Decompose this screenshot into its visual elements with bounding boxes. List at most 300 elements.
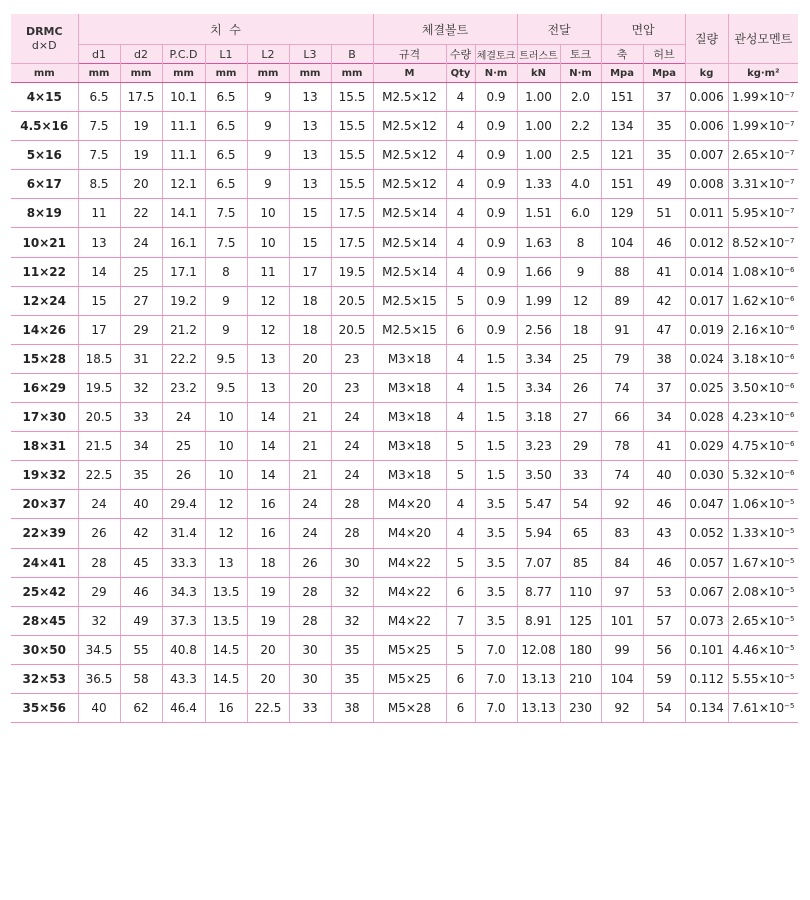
cell-l3: 13: [289, 141, 331, 170]
cell-thrust: 5.47: [517, 490, 560, 519]
cell-qty: 4: [446, 199, 475, 228]
cell-d2: 40: [120, 490, 162, 519]
cell-pcd: 43.3: [162, 664, 205, 693]
cell-torque: 2.5: [560, 141, 601, 170]
cell-l1: 6.5: [205, 112, 247, 141]
cell-d2: 19: [120, 141, 162, 170]
cell-mass: 0.073: [685, 606, 728, 635]
cell-hub: 46: [643, 228, 685, 257]
cell-hub: 34: [643, 403, 685, 432]
cell-d2: 29: [120, 315, 162, 344]
cell-mass: 0.067: [685, 577, 728, 606]
cell-thrust: 3.50: [517, 461, 560, 490]
cell-tt: 7.0: [475, 664, 517, 693]
table-row: [11, 286, 798, 315]
cell-d2: 35: [120, 461, 162, 490]
cell-bolt: M3×18: [373, 373, 446, 402]
cell-d1: 28: [78, 548, 120, 577]
cell-hub: 47: [643, 315, 685, 344]
cell-mass: 0.006: [685, 112, 728, 141]
cell-size: 28×45: [11, 606, 78, 635]
cell-pcd: 37.3: [162, 606, 205, 635]
table-row: [11, 664, 798, 693]
cell-d1: 11: [78, 199, 120, 228]
cell-size: 4.5×16: [11, 112, 78, 141]
cell-hub: 46: [643, 548, 685, 577]
cell-hub: 37: [643, 83, 685, 112]
cell-pcd: 21.2: [162, 315, 205, 344]
cell-inertia: $1.06\times 10^{-5}$: [728, 490, 798, 519]
cell-shaft: 74: [601, 461, 643, 490]
cell-d1: 6.5: [78, 83, 120, 112]
table-row: [11, 432, 798, 461]
cell-mass: 0.017: [685, 286, 728, 315]
cell-d1: 34.5: [78, 635, 120, 664]
cell-hub: 56: [643, 635, 685, 664]
cell-bolt: M5×25: [373, 664, 446, 693]
col-header: 규격: [373, 45, 446, 64]
cell-bolt: M2.5×12: [373, 83, 446, 112]
cell-d2: 45: [120, 548, 162, 577]
cell-inertia: $5.32\times 10^{-6}$: [728, 461, 798, 490]
cell-bolt: M3×18: [373, 403, 446, 432]
cell-size: 14×26: [11, 315, 78, 344]
table-row: [11, 373, 798, 402]
cell-torque: 110: [560, 577, 601, 606]
cell-pcd: 24: [162, 403, 205, 432]
cell-tt: 0.9: [475, 170, 517, 199]
cell-shaft: 91: [601, 315, 643, 344]
col-header: L2: [247, 45, 289, 64]
cell-size: 19×32: [11, 461, 78, 490]
cell-torque: 54: [560, 490, 601, 519]
cell-shaft: 66: [601, 403, 643, 432]
cell-hub: 54: [643, 693, 685, 722]
pressure-group-header: 면압: [601, 14, 685, 45]
unit-header: mm: [247, 64, 289, 83]
cell-l2: 18: [247, 548, 289, 577]
cell-mass: 0.014: [685, 257, 728, 286]
cell-torque: 26: [560, 373, 601, 402]
cell-inertia: $2.08\times 10^{-5}$: [728, 577, 798, 606]
cell-b: 30: [331, 548, 373, 577]
cell-l3: 26: [289, 548, 331, 577]
cell-thrust: 8.77: [517, 577, 560, 606]
cell-l1: 6.5: [205, 141, 247, 170]
table-row: [11, 490, 798, 519]
unit-header: M: [373, 64, 446, 83]
cell-l3: 21: [289, 461, 331, 490]
cell-l2: 16: [247, 519, 289, 548]
cell-d2: 55: [120, 635, 162, 664]
cell-mass: 0.052: [685, 519, 728, 548]
cell-thrust: 1.66: [517, 257, 560, 286]
cell-inertia: $2.65\times 10^{-7}$: [728, 141, 798, 170]
unit-header: mm: [331, 64, 373, 83]
table-row: [11, 635, 798, 664]
cell-l3: 33: [289, 693, 331, 722]
cell-thrust: 8.91: [517, 606, 560, 635]
cell-inertia: $2.65\times 10^{-5}$: [728, 606, 798, 635]
cell-inertia: $7.61\times 10^{-5}$: [728, 693, 798, 722]
cell-d2: 17.5: [120, 83, 162, 112]
cell-mass: 0.101: [685, 635, 728, 664]
cell-b: 15.5: [331, 83, 373, 112]
col-header: d1: [78, 45, 120, 64]
cell-tt: 3.5: [475, 490, 517, 519]
cell-tt: 0.9: [475, 315, 517, 344]
table-row: [11, 693, 798, 722]
cell-bolt: M4×22: [373, 548, 446, 577]
cell-d2: 19: [120, 112, 162, 141]
cell-tt: 3.5: [475, 577, 517, 606]
cell-hub: 40: [643, 461, 685, 490]
cell-thrust: 1.51: [517, 199, 560, 228]
cell-torque: 9: [560, 257, 601, 286]
cell-qty: 5: [446, 461, 475, 490]
cell-l1: 13: [205, 548, 247, 577]
unit-header: N·m: [560, 64, 601, 83]
cell-inertia: $5.55\times 10^{-5}$: [728, 664, 798, 693]
cell-b: 19.5: [331, 257, 373, 286]
cell-torque: 4.0: [560, 170, 601, 199]
cell-bolt: M3×18: [373, 432, 446, 461]
cell-inertia: $5.95\times 10^{-7}$: [728, 199, 798, 228]
cell-pcd: 11.1: [162, 112, 205, 141]
cell-size: 10×21: [11, 228, 78, 257]
cell-shaft: 84: [601, 548, 643, 577]
cell-qty: 4: [446, 519, 475, 548]
cell-bolt: M2.5×14: [373, 257, 446, 286]
cell-l1: 9: [205, 315, 247, 344]
cell-size: 11×22: [11, 257, 78, 286]
cell-l3: 28: [289, 577, 331, 606]
cell-hub: 46: [643, 490, 685, 519]
cell-l1: 10: [205, 403, 247, 432]
cell-torque: 230: [560, 693, 601, 722]
cell-qty: 4: [446, 257, 475, 286]
cell-qty: 4: [446, 490, 475, 519]
cell-size: 25×42: [11, 577, 78, 606]
col-header: 토크: [560, 45, 601, 64]
cell-torque: 29: [560, 432, 601, 461]
cell-inertia: $4.23\times 10^{-6}$: [728, 403, 798, 432]
col-header: L3: [289, 45, 331, 64]
unit-header: mm: [120, 64, 162, 83]
cell-bolt: M3×18: [373, 461, 446, 490]
cell-thrust: 3.34: [517, 373, 560, 402]
cell-hub: 57: [643, 606, 685, 635]
cell-shaft: 92: [601, 693, 643, 722]
cell-l2: 14: [247, 403, 289, 432]
cell-thrust: 3.23: [517, 432, 560, 461]
cell-tt: 7.0: [475, 693, 517, 722]
cell-d1: 24: [78, 490, 120, 519]
cell-b: 20.5: [331, 286, 373, 315]
cell-thrust: 3.34: [517, 344, 560, 373]
cell-l1: 8: [205, 257, 247, 286]
cell-hub: 35: [643, 141, 685, 170]
cell-l2: 9: [247, 112, 289, 141]
cell-shaft: 79: [601, 344, 643, 373]
cell-tt: 0.9: [475, 83, 517, 112]
cell-bolt: M2.5×14: [373, 199, 446, 228]
cell-l1: 6.5: [205, 83, 247, 112]
cell-qty: 5: [446, 548, 475, 577]
cell-l3: 13: [289, 170, 331, 199]
col-header: 축: [601, 45, 643, 64]
cell-mass: 0.047: [685, 490, 728, 519]
cell-shaft: 104: [601, 228, 643, 257]
cell-torque: 33: [560, 461, 601, 490]
cell-l3: 18: [289, 315, 331, 344]
cell-tt: 1.5: [475, 461, 517, 490]
cell-mass: 0.011: [685, 199, 728, 228]
cell-shaft: 89: [601, 286, 643, 315]
cell-qty: 4: [446, 344, 475, 373]
cell-l2: 11: [247, 257, 289, 286]
cell-l2: 12: [247, 315, 289, 344]
cell-bolt: M5×25: [373, 635, 446, 664]
cell-l3: 30: [289, 635, 331, 664]
cell-l3: 28: [289, 606, 331, 635]
cell-d2: 25: [120, 257, 162, 286]
cell-d1: 22.5: [78, 461, 120, 490]
cell-b: 24: [331, 461, 373, 490]
cell-l2: 12: [247, 286, 289, 315]
cell-b: 35: [331, 664, 373, 693]
table-row: [11, 461, 798, 490]
cell-qty: 6: [446, 577, 475, 606]
cell-inertia: $1.67\times 10^{-5}$: [728, 548, 798, 577]
table-row: [11, 199, 798, 228]
cell-d1: 36.5: [78, 664, 120, 693]
cell-l2: 16: [247, 490, 289, 519]
cell-torque: 180: [560, 635, 601, 664]
cell-l2: 9: [247, 141, 289, 170]
cell-qty: 4: [446, 228, 475, 257]
cell-d2: 46: [120, 577, 162, 606]
unit-header: mm: [205, 64, 247, 83]
cell-qty: 7: [446, 606, 475, 635]
cell-d2: 24: [120, 228, 162, 257]
cell-size: 17×30: [11, 403, 78, 432]
cell-qty: 5: [446, 286, 475, 315]
unit-header: mm: [289, 64, 331, 83]
cell-shaft: 83: [601, 519, 643, 548]
cell-pcd: 29.4: [162, 490, 205, 519]
cell-thrust: 1.99: [517, 286, 560, 315]
cell-l2: 10: [247, 228, 289, 257]
cell-size: 16×29: [11, 373, 78, 402]
cell-thrust: 1.63: [517, 228, 560, 257]
cell-d1: 19.5: [78, 373, 120, 402]
cell-bolt: M3×18: [373, 344, 446, 373]
unit-header: kN: [517, 64, 560, 83]
cell-bolt: M2.5×14: [373, 228, 446, 257]
cell-l1: 13.5: [205, 606, 247, 635]
table-row: [11, 141, 798, 170]
cell-l1: 7.5: [205, 199, 247, 228]
cell-pcd: 34.3: [162, 577, 205, 606]
cell-qty: 4: [446, 112, 475, 141]
cell-l1: 10: [205, 432, 247, 461]
cell-size: 24×41: [11, 548, 78, 577]
cell-l1: 14.5: [205, 635, 247, 664]
cell-size: 18×31: [11, 432, 78, 461]
cell-b: 17.5: [331, 228, 373, 257]
cell-shaft: 129: [601, 199, 643, 228]
cell-mass: 0.112: [685, 664, 728, 693]
cell-l1: 12: [205, 519, 247, 548]
cell-mass: 0.029: [685, 432, 728, 461]
cell-torque: 25: [560, 344, 601, 373]
cell-inertia: $2.16\times 10^{-6}$: [728, 315, 798, 344]
cell-size: 4×15: [11, 83, 78, 112]
cell-l3: 13: [289, 83, 331, 112]
cell-d1: 15: [78, 286, 120, 315]
cell-tt: 1.5: [475, 403, 517, 432]
cell-hub: 41: [643, 432, 685, 461]
cell-shaft: 92: [601, 490, 643, 519]
cell-l3: 21: [289, 432, 331, 461]
cell-pcd: 12.1: [162, 170, 205, 199]
cell-hub: 41: [643, 257, 685, 286]
cell-l1: 9.5: [205, 373, 247, 402]
cell-d2: 20: [120, 170, 162, 199]
cell-thrust: 1.00: [517, 83, 560, 112]
cell-size: 12×24: [11, 286, 78, 315]
cell-l1: 6.5: [205, 170, 247, 199]
cell-l2: 9: [247, 83, 289, 112]
cell-pcd: 26: [162, 461, 205, 490]
unit-header: mm: [78, 64, 120, 83]
cell-size: 5×16: [11, 141, 78, 170]
cell-shaft: 104: [601, 664, 643, 693]
cell-l2: 10: [247, 199, 289, 228]
cell-inertia: $3.50\times 10^{-6}$: [728, 373, 798, 402]
cell-d2: 58: [120, 664, 162, 693]
model-header: DRMC d×D: [11, 14, 78, 64]
cell-tt: 3.5: [475, 519, 517, 548]
table-row: [11, 228, 798, 257]
cell-thrust: 1.00: [517, 141, 560, 170]
cell-size: 15×28: [11, 344, 78, 373]
cell-pcd: 19.2: [162, 286, 205, 315]
cell-d1: 26: [78, 519, 120, 548]
cell-inertia: $1.99\times 10^{-7}$: [728, 83, 798, 112]
cell-d2: 32: [120, 373, 162, 402]
cell-qty: 4: [446, 403, 475, 432]
cell-torque: 12: [560, 286, 601, 315]
cell-b: 38: [331, 693, 373, 722]
cell-hub: 59: [643, 664, 685, 693]
table-row: [11, 257, 798, 286]
cell-tt: 0.9: [475, 257, 517, 286]
cell-inertia: $1.99\times 10^{-7}$: [728, 112, 798, 141]
cell-qty: 5: [446, 432, 475, 461]
table-row: [11, 344, 798, 373]
cell-pcd: 14.1: [162, 199, 205, 228]
cell-d1: 14: [78, 257, 120, 286]
cell-mass: 0.007: [685, 141, 728, 170]
cell-thrust: 13.13: [517, 664, 560, 693]
cell-mass: 0.030: [685, 461, 728, 490]
cell-shaft: 78: [601, 432, 643, 461]
cell-b: 32: [331, 606, 373, 635]
cell-l2: 22.5: [247, 693, 289, 722]
cell-thrust: 1.00: [517, 112, 560, 141]
spec-table: [11, 14, 798, 723]
cell-pcd: 25: [162, 432, 205, 461]
cell-pcd: 17.1: [162, 257, 205, 286]
cell-l3: 24: [289, 490, 331, 519]
table-row: [11, 403, 798, 432]
cell-mass: 0.012: [685, 228, 728, 257]
table-row: [11, 170, 798, 199]
cell-bolt: M4×20: [373, 490, 446, 519]
cell-l1: 16: [205, 693, 247, 722]
col-header: 트러스트: [517, 45, 560, 64]
cell-shaft: 88: [601, 257, 643, 286]
table-row: [11, 577, 798, 606]
cell-thrust: 7.07: [517, 548, 560, 577]
cell-torque: 210: [560, 664, 601, 693]
unit-header: mm: [11, 64, 78, 83]
cell-tt: 0.9: [475, 112, 517, 141]
cell-b: 15.5: [331, 170, 373, 199]
cell-shaft: 134: [601, 112, 643, 141]
cell-thrust: 12.08: [517, 635, 560, 664]
cell-pcd: 31.4: [162, 519, 205, 548]
cell-b: 35: [331, 635, 373, 664]
cell-l3: 17: [289, 257, 331, 286]
cell-l1: 10: [205, 461, 247, 490]
cell-pcd: 33.3: [162, 548, 205, 577]
cell-shaft: 151: [601, 170, 643, 199]
cell-d2: 22: [120, 199, 162, 228]
unit-header: Qty: [446, 64, 475, 83]
cell-hub: 38: [643, 344, 685, 373]
cell-pcd: 11.1: [162, 141, 205, 170]
cell-thrust: 1.33: [517, 170, 560, 199]
mass-header: 질량: [685, 14, 728, 64]
cell-l3: 20: [289, 344, 331, 373]
cell-thrust: 3.18: [517, 403, 560, 432]
cell-torque: 85: [560, 548, 601, 577]
cell-l3: 18: [289, 286, 331, 315]
cell-l1: 12: [205, 490, 247, 519]
cell-l3: 24: [289, 519, 331, 548]
cell-tt: 0.9: [475, 141, 517, 170]
unit-header: mm: [162, 64, 205, 83]
cell-torque: 8: [560, 228, 601, 257]
cell-mass: 0.024: [685, 344, 728, 373]
cell-tt: 7.0: [475, 635, 517, 664]
cell-tt: 3.5: [475, 548, 517, 577]
col-header: d2: [120, 45, 162, 64]
transfer-group-header: 전달: [517, 14, 601, 45]
cell-d1: 18.5: [78, 344, 120, 373]
cell-b: 24: [331, 432, 373, 461]
cell-inertia: $4.46\times 10^{-5}$: [728, 635, 798, 664]
cell-size: 30×50: [11, 635, 78, 664]
cell-d1: 32: [78, 606, 120, 635]
cell-d1: 29: [78, 577, 120, 606]
cell-qty: 6: [446, 693, 475, 722]
cell-d2: 62: [120, 693, 162, 722]
cell-d2: 27: [120, 286, 162, 315]
